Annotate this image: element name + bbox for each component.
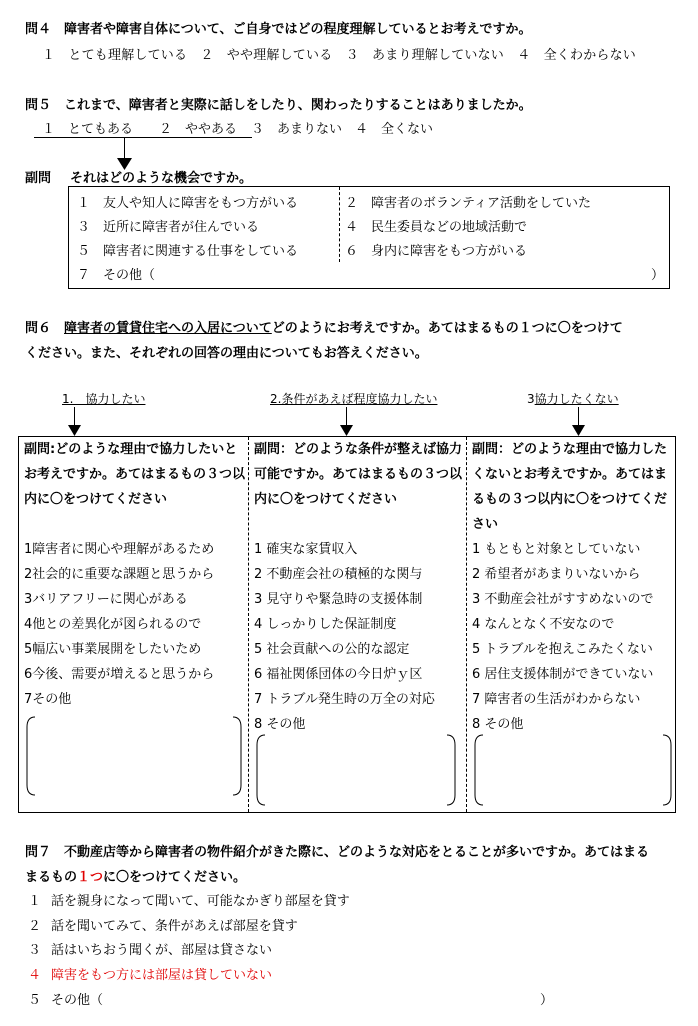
q6-col3-head: 副問：どのような理由で協力したくないとお考えですか。あてはまるもの３つ以内に〇をつけてください xyxy=(472,442,668,532)
arrow-down-icon xyxy=(572,425,585,436)
q6-col3-bracket xyxy=(473,733,673,807)
q5-box-divider xyxy=(339,187,340,262)
q5-cell-2: ２ 障害者のボランティア活動をしていた xyxy=(345,196,591,211)
q6-col3-item: 3 不動産会社がすすめないので xyxy=(472,592,654,607)
q6-col2-bracket xyxy=(255,733,457,807)
q7-option-4 xyxy=(28,964,272,983)
q5-cell-7: ７ その他（ xyxy=(77,268,156,283)
q7-title-b: に〇をつけてください。 xyxy=(103,870,247,885)
q7-option-2 xyxy=(28,915,298,934)
q5-underline xyxy=(34,137,252,138)
q6-col2-item: 2 不動産会社の積極的な関与 xyxy=(254,567,423,582)
q7-option-3 xyxy=(28,939,272,958)
q5-cell-6: ６ 身内に障害をもつ方がいる xyxy=(345,244,528,259)
q4-title: 問４ 障害者や障害自体について、ご自身ではどの程度理解しているとお考えですか。 xyxy=(25,22,532,37)
q6-col3-item: 8 その他 xyxy=(472,717,524,732)
arrow-down-icon xyxy=(68,425,81,436)
q7-option-1 xyxy=(28,890,350,909)
q6-col1-item: 3バリアフリーに関心がある xyxy=(24,592,188,607)
q6-col2-head: 副問：どのような条件が整えば協力可能ですか。あてはまるもの３つ以内に〇をつけてください xyxy=(254,442,463,507)
q6-col2-item: 4 しっかりした保証制度 xyxy=(254,617,397,632)
q6-choice-3-num: 3 xyxy=(527,392,535,406)
q5-cell-close-paren: ） xyxy=(651,268,665,283)
q6-title-underlined: 障害者の賃貸住宅への入居について xyxy=(64,321,272,336)
q7-title-red: １つ xyxy=(77,870,104,885)
q6-choice-3 xyxy=(527,390,619,407)
q6-col1-item: 1障害者に関心や理解があるため xyxy=(24,542,215,557)
q5-options-no: ３ あまりない ４ 全くない xyxy=(251,122,434,137)
q6-col2-item: 7 トラブル発生時の万全の対応 xyxy=(254,692,435,707)
q7-option-1-num: １ xyxy=(28,894,42,909)
q5-cell-4: ４ 民生委員などの地域活動で xyxy=(345,220,528,235)
q6-col2-item: 3 見守りや緊急時の支援体制 xyxy=(254,592,423,607)
q6-title-line2: ください。また、それぞれの回答の理由についてもお答えください。 xyxy=(25,346,428,361)
q7-option-5 xyxy=(28,989,103,1008)
q5-cell-5: ５ 障害者に関連する仕事をしている xyxy=(77,244,299,259)
q5-options-yes: １ とてもある ２ ややある xyxy=(42,122,238,137)
q7-title-line1: 問７ 不動産店等から障害者の物件紹介がきた際に、どのような対応をとることが多いですか。あてはまる xyxy=(25,845,650,860)
q6-col1-bracket xyxy=(25,715,243,797)
q6-col-divider-2 xyxy=(466,437,467,812)
q6-choice-3-text: 協力したくない xyxy=(534,392,619,406)
q5-cell-3: ３ 近所に障害者が住んでいる xyxy=(77,220,260,235)
arrow-down-icon xyxy=(340,425,353,436)
q6-subquestions-box xyxy=(18,436,676,813)
q6-col3-item: 2 希望者があまりいないから xyxy=(472,567,641,582)
q6-title-suffix: どのようにお考えですか。あてはまるもの１つに〇をつけて xyxy=(271,321,623,336)
q6-col1-item: 7その他 xyxy=(24,692,72,707)
q6-col1-item: 5幅広い事業展開をしたいため xyxy=(24,642,202,657)
q6-col1-item: 4他との差異化が図られるので xyxy=(24,617,202,632)
q6-title-prefix: 問６ xyxy=(25,321,65,336)
q6-col-divider-1 xyxy=(248,437,249,812)
q6-choice-2: 2.条件があえば程度協力したい xyxy=(270,392,438,406)
q6-col3-item: 6 居住支援体制ができていない xyxy=(472,667,654,682)
q7-option-1-text: 話を親身になって聞いて、可能なかぎり部屋を貸す xyxy=(51,894,350,909)
q7-option-3-num: ３ xyxy=(28,943,42,958)
q7-close-paren: ） xyxy=(540,993,554,1008)
q6-col2-item: 8 その他 xyxy=(254,717,306,732)
q7-option-5-num: ５ xyxy=(28,993,42,1008)
q6-col2-item: 1 確実な家賃収入 xyxy=(254,542,358,557)
q6-col1-item: 6今後、需要が増えると思うから xyxy=(24,667,215,682)
q6-choice-1: 1. 協力したい xyxy=(62,392,146,406)
q5-sub-label: 副問 xyxy=(25,171,52,186)
q7-title-line2 xyxy=(25,866,246,885)
q6-col1-head: 副問:どのような理由で協力したいとお考えですか。あてはまるもの３つ以内に〇をつけてください xyxy=(24,442,246,507)
q6-col3-item: 4 なんとなく不安なので xyxy=(472,617,615,632)
q5-cell-1: １ 友人や知人に障害をもつ方がいる xyxy=(77,196,299,211)
q5-options xyxy=(42,118,433,137)
q6-col3-item: 5 トラブルを抱えこみたくない xyxy=(472,642,653,657)
q7-option-5-text: その他（ xyxy=(51,993,104,1008)
q7-option-4-text: 障害をもつ方には部屋は貸していない xyxy=(51,968,273,983)
q5-options-box xyxy=(68,186,670,289)
q6-col2-item: 6 福祉関係団体の今日炉ｙ区 xyxy=(254,667,423,682)
q5-title: 問５ これまで、障害者と実際に話しをしたり、関わったりすることはありましたか。 xyxy=(25,98,532,113)
q6-col2-item: 5 社会貢献への公的な認定 xyxy=(254,642,410,657)
q7-option-3-text: 話はいちおう聞くが、部屋は貸さない xyxy=(51,943,273,958)
q7-option-4-num: ４ xyxy=(28,968,42,983)
q7-option-2-num: ２ xyxy=(28,919,42,934)
q6-col3-item: 7 障害者の生活がわからない xyxy=(472,692,641,707)
q5-sub-question: それはどのような機会ですか。 xyxy=(70,171,253,186)
q7-option-2-text: 話を聞いてみて、条件があえば部屋を貸す xyxy=(51,919,298,934)
q4-options: １ とても理解している ２ やや理解している ３ あまり理解していない ４ 全くわからない xyxy=(42,48,637,63)
q6-title xyxy=(25,317,623,336)
q6-col1-item: 2社会的に重要な課題と思うから xyxy=(24,567,215,582)
q7-title-a: まるもの xyxy=(25,870,78,885)
q6-col3-item: 1 もともと対象としていない xyxy=(472,542,641,557)
